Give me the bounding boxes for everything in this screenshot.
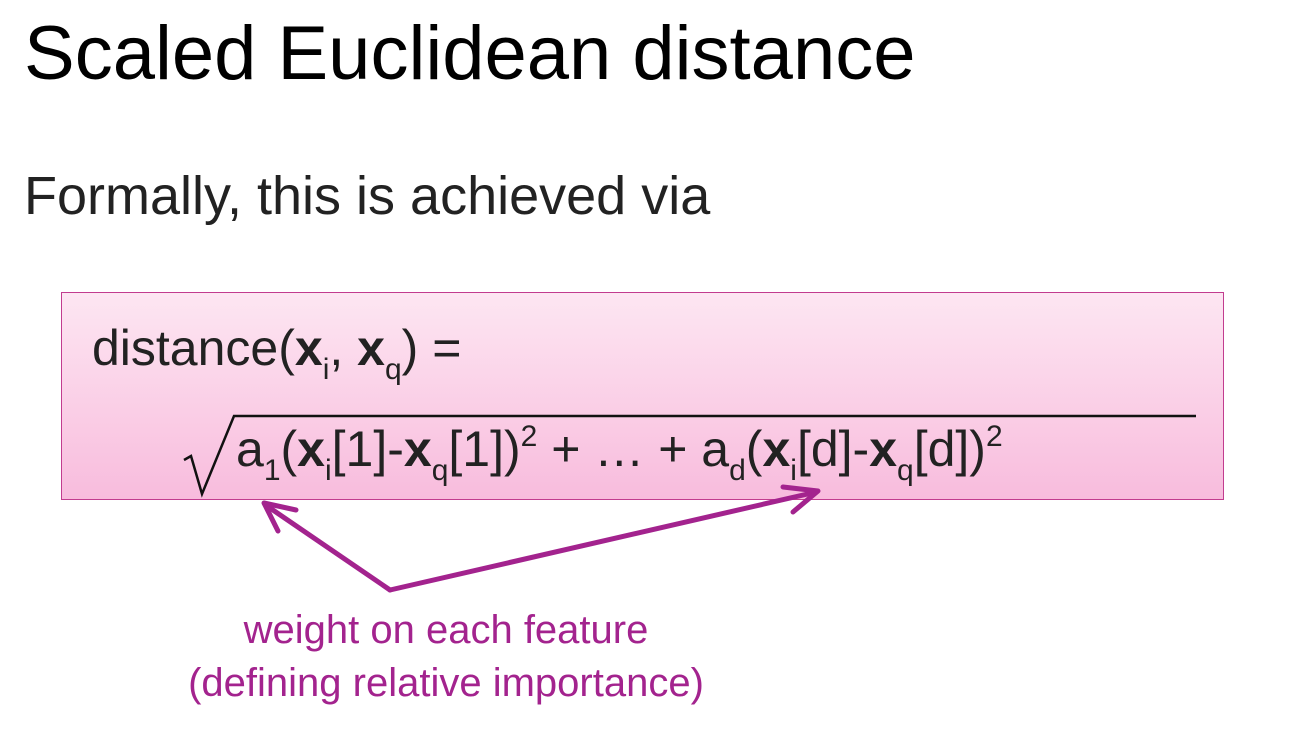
formula-rhs: [236, 420, 1003, 487]
subscript-d: d: [729, 454, 746, 487]
open-paren-1: (: [280, 421, 298, 477]
index-d-a: [d]-: [796, 421, 870, 477]
open-paren-d: (: [745, 421, 763, 477]
slide-title: Scaled Euclidean distance: [24, 11, 916, 96]
subscript-q-term-1: q: [431, 454, 449, 487]
subscript-q-term-d: q: [897, 454, 914, 487]
x-q-term-d: x: [869, 421, 897, 477]
superscript-2-term-1: 2: [520, 420, 538, 453]
arrowhead-a1: [264, 503, 296, 531]
equals-sign: ) =: [401, 320, 462, 376]
ellipsis-sum: + … +: [537, 421, 702, 477]
x-q-symbol: x: [357, 320, 385, 376]
formula-lhs: [92, 320, 462, 386]
slide-subtitle: Formally, this is achieved via: [24, 166, 711, 226]
x-q-term-1: x: [403, 421, 432, 477]
index-d-b: [d]): [913, 421, 986, 477]
subscript-q: q: [384, 353, 402, 386]
formula-box: [61, 292, 1224, 500]
x-i-term-d: x: [762, 421, 791, 477]
annotation-line-1: weight on each feature: [243, 608, 649, 652]
weight-arrows-icon: [264, 487, 818, 590]
superscript-2-term-d: 2: [985, 420, 1003, 453]
index-1-a: [1]-: [331, 421, 404, 477]
subscript-i-term-1: i: [324, 454, 332, 487]
subscript-1: 1: [263, 454, 281, 487]
weight-annotation: [120, 604, 772, 710]
x-i-symbol: x: [294, 320, 323, 376]
annotation-line-2: (defining relative importance): [188, 660, 704, 705]
weight-ad: a: [701, 421, 730, 477]
arrow-to-ad: [390, 493, 812, 590]
x-i-term-1: x: [297, 421, 325, 477]
index-1-b: [1]): [448, 421, 521, 477]
weight-a1: a: [236, 421, 264, 477]
subscript-i-term-d: i: [790, 454, 797, 487]
distance-func-label: distance(: [92, 320, 295, 376]
arrow-to-a1: [270, 508, 390, 590]
subscript-i: i: [322, 353, 330, 386]
comma: ,: [329, 320, 358, 376]
